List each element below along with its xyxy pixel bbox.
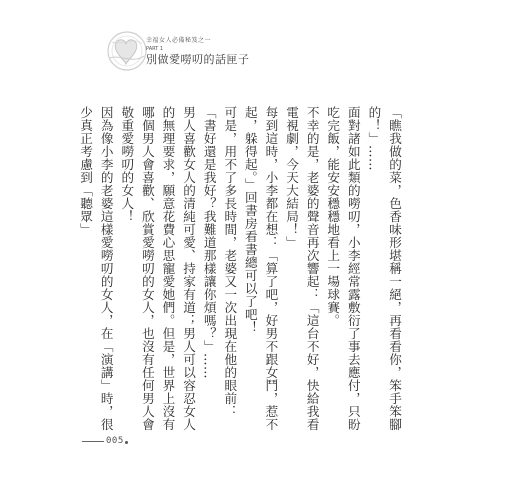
paragraph: 每到這時，小李都在想：「算了吧，好男不跟女鬥，惹不起，躲得起。」回書房看書總可以了吧！: [242, 106, 279, 431]
paragraph: 可是，用不了多長時間，老婆又一次出現在他的眼前：「書好還是我好？我難道那樣讓你煩嗎？」……: [201, 106, 238, 418]
vertical-body-text: [75, 106, 405, 436]
paragraph: 男人喜歡女人的清純可愛、持家有道；男人可以容忍女人的無理要求，願意花費心思寵愛她們。但是，世界上沒有哪個男人會喜歡、欣賞愛嘮叨的女人，也沒有任何男人會敬重愛嘮叨的女人！: [119, 106, 197, 431]
part-label: PART 1: [146, 46, 164, 52]
series-title: 幸福女人必備秘笈之一: [146, 37, 212, 44]
paragraph: 不幸的是，老婆的聲音再次響起：「這台不好，快給我看電視劇，今天大結局！」: [284, 106, 320, 431]
paragraph: 面對諸如此類的嘮叨，小李經常露敷衍了事去應付，只盼吃完飯，能安安穩穩地看上一場球賽。: [325, 106, 361, 431]
page-number-rule: [82, 441, 104, 442]
paragraph: 「瞧我做的菜，色香味形堪稱一絕，再看看你，笨手笨腳的！」……: [366, 106, 402, 431]
chapter-title: 別做愛嘮叨的話匣子: [146, 53, 250, 66]
page-footer: [82, 436, 128, 446]
heart-swirl-ornament-icon: [104, 28, 150, 74]
paragraph: 因為像小李的老婆這樣愛嘮叨的女人，在「演講」時，很少真正考慮到「聽眾」: [78, 106, 114, 431]
page-number-dot: [125, 441, 128, 444]
page-number: 005: [106, 436, 124, 446]
chapter-header: [146, 38, 250, 65]
